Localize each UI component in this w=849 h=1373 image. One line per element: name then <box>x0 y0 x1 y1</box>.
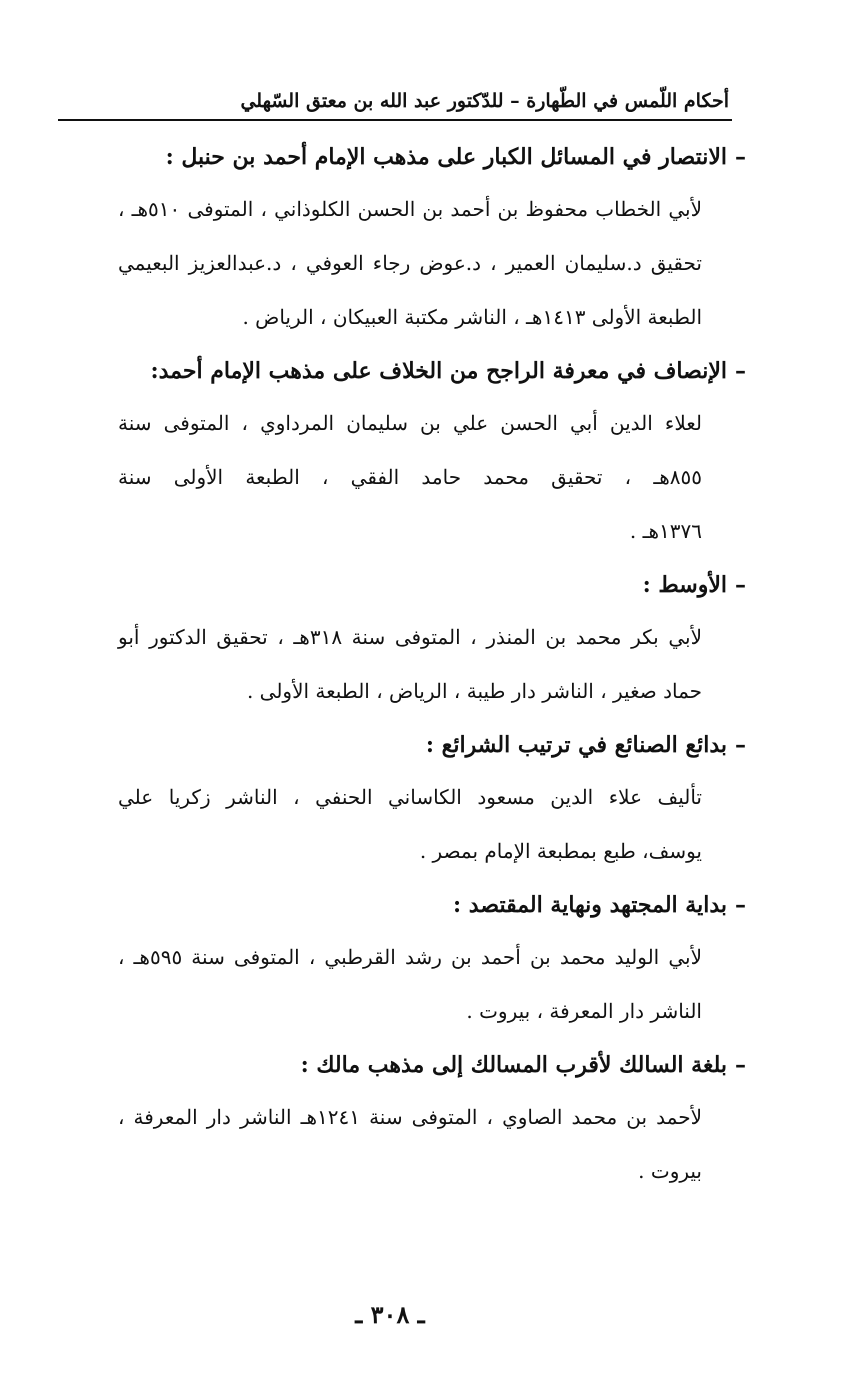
entry-title <box>118 564 746 610</box>
entry-line: لأبي الوليد محمد بن أحمد بن رشد القرطبي ، المتوفى سنة ٥٩٥هـ ، <box>118 945 702 969</box>
entry-line: ٨٥٥هـ ، تحقيق محمد حامد الفقي ، الطبعة الأولى سنة <box>118 465 702 489</box>
entry-line: الطبعة الأولى ١٤١٣هـ ، الناشر مكتبة العبيكان ، الرياض . <box>242 305 702 329</box>
entry-dash: – <box>735 732 746 758</box>
entry-body <box>118 770 746 878</box>
entry-line: لعلاء الدين أبي الحسن علي بن سليمان المرداوي ، المتوفى سنة <box>118 411 702 435</box>
entry-title <box>118 136 746 182</box>
entry-dash: – <box>735 572 746 598</box>
entry-line: ١٣٧٦هـ . <box>629 519 702 543</box>
entry-body <box>118 396 746 558</box>
entry-title <box>118 884 746 930</box>
bibliography-entry <box>118 1044 746 1198</box>
entry-dash: – <box>735 144 746 170</box>
entry-line: الناشر دار المعرفة ، بيروت . <box>466 999 702 1023</box>
bibliography-entry <box>118 564 746 718</box>
entry-line: يوسف، طبع بمطبعة الإمام بمصر . <box>419 839 702 863</box>
entry-line: حماد صغير ، الناشر دار طيبة ، الرياض ، الطبعة الأولى . <box>246 679 702 703</box>
entry-title-text: الانتصار في المسائل الكبار على مذهب الإمام أحمد بن حنبل : <box>165 144 727 170</box>
entry-line: لأبي بكر محمد بن المنذر ، المتوفى سنة ٣١٨هـ ، تحقيق الدكتور أبو <box>118 625 703 649</box>
entry-body <box>118 930 746 1038</box>
header-rule <box>58 119 732 121</box>
running-header: أحكام اللّمس في الطّهارة – للدّكتور عبد الله بن معتق السّهلي <box>240 90 729 112</box>
entry-title <box>118 1044 746 1090</box>
entry-dash: – <box>735 358 746 384</box>
entry-title <box>118 724 746 770</box>
entry-title-text: بلغة السالك لأقرب المسالك إلى مذهب مالك : <box>300 1052 727 1078</box>
entry-body <box>118 610 746 718</box>
entry-line: بيروت . <box>638 1159 702 1183</box>
entry-title <box>118 350 746 396</box>
entry-body <box>118 182 746 344</box>
page-number: ـ ٣٠٨ ـ <box>355 1300 425 1329</box>
entry-line: تحقيق د.سليمان العمير ، د.عوض رجاء العوفي ، د.عبدالعزيز البعيمي <box>118 251 702 275</box>
bibliography-list <box>118 136 746 1204</box>
entry-dash: – <box>735 1052 746 1078</box>
entry-line: تأليف علاء الدين مسعود الكاساني الحنفي ، الناشر زكريا علي <box>118 785 702 809</box>
entry-line: لأحمد بن محمد الصاوي ، المتوفى سنة ١٢٤١هـ الناشر دار المعرفة ، <box>118 1105 702 1129</box>
entry-title-text: الأوسط : <box>642 572 727 598</box>
entry-line: لأبي الخطاب محفوظ بن أحمد بن الحسن الكلوذاني ، المتوفى ٥١٠هـ ، <box>118 197 702 221</box>
bibliography-entry <box>118 724 746 878</box>
entry-dash: – <box>735 892 746 918</box>
bibliography-entry <box>118 136 746 344</box>
bibliography-entry <box>118 350 746 558</box>
entry-title-text: بدائع الصنائع في ترتيب الشرائع : <box>425 732 727 758</box>
entry-title-text: الإنصاف في معرفة الراجح من الخلاف على مذهب الإمام أحمد: <box>150 358 727 384</box>
bibliography-entry <box>118 884 746 1038</box>
entry-title-text: بداية المجتهد ونهاية المقتصد : <box>453 892 727 918</box>
entry-body <box>118 1090 746 1198</box>
